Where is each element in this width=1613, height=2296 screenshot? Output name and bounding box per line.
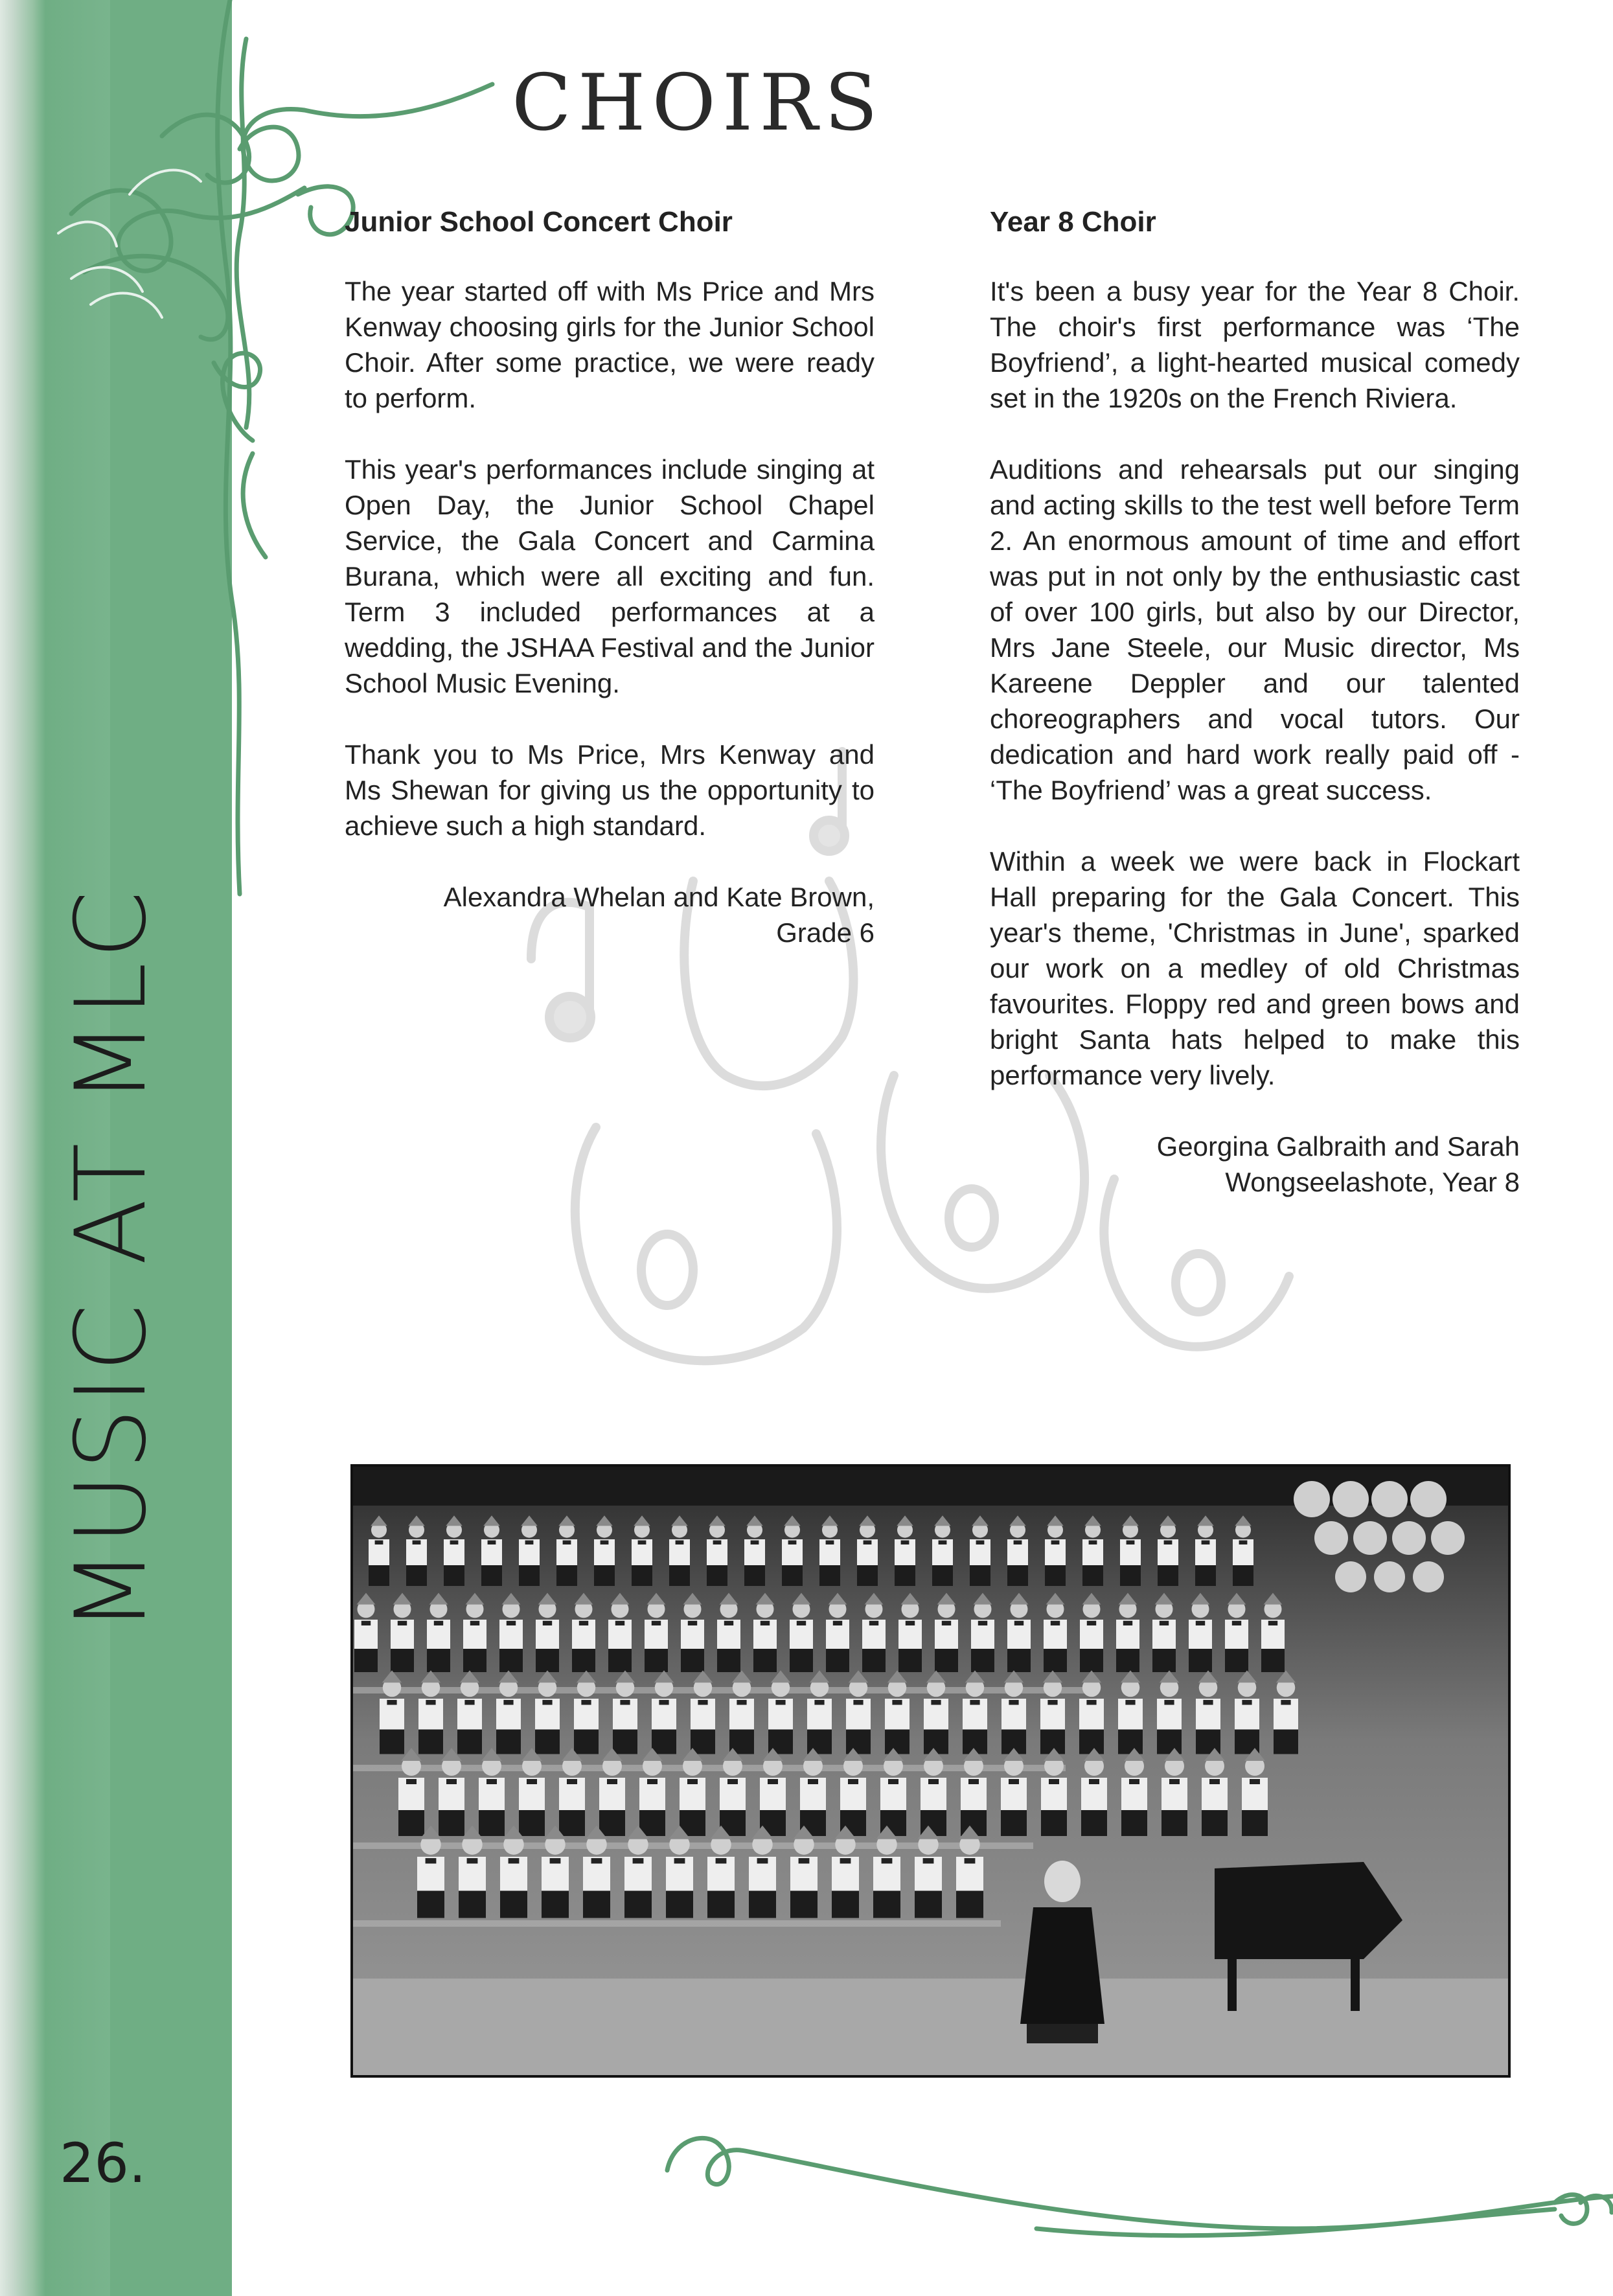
- article-paragraph: Auditions and rehearsals put our singing and acting skills to the test well before Term 2. An enormous amount of time and effort was put in not only by the enthusiastic cast of over 100 girls, but also by our Director, Mrs Jane Steele, our Music director, Ms Kareene Deppler and our talented choreographers and vocal tutors. Our dedication and hard work really paid off - ‘The Boyfriend’ was a great success.: [990, 454, 1520, 805]
- choir-photo-illustration: [353, 1467, 1508, 2075]
- article-paragraph: It's been a busy year for the Year 8 Choir. The choir's first performance was ‘The Boyfriend’, a light-hearted musical comedy set in the 1920s on the French Riviera.: [990, 276, 1520, 413]
- year8-choir-article: [990, 204, 1520, 1200]
- article-paragraph: The year started off with Ms Price and Mrs Kenway choosing girls for the Junior School Choir. After some practice, we were ready to perform.: [345, 276, 875, 413]
- year8-choir-heading: Year 8 Choir: [990, 206, 1156, 238]
- article-paragraph: Thank you to Ms Price, Mrs Kenway and Ms Shewan for giving us the opportunity to achieve such a high standard.: [345, 739, 875, 841]
- junior-choir-article: [345, 204, 875, 950]
- author-signature: Alexandra Whelan and Kate Brown,: [443, 882, 875, 912]
- side-title: MUSIC AT MLC: [55, 886, 168, 1633]
- page-number: 26.: [60, 2131, 146, 2195]
- author-signature-year: Wongseelashote, Year 8: [1225, 1167, 1520, 1197]
- article-paragraph: This year's performances include singing at Open Day, the Junior School Chapel Service, the Gala Concert and Carmina Burana, which were all exciting and fun. Term 3 included performances at a wedding, the JSHAA Festival and the Junior School Music Evening.: [345, 454, 875, 698]
- author-signature: Georgina Galbraith and Sarah: [1156, 1131, 1520, 1162]
- junior-choir-heading: Junior School Concert Choir: [345, 206, 733, 238]
- choir-photo: [350, 1464, 1511, 2078]
- author-signature-grade: Grade 6: [776, 917, 875, 948]
- section-title: CHOIRS: [512, 58, 884, 148]
- article-paragraph: Within a week we were back in Flockart Hall preparing for the Gala Concert. This year's theme, 'Christmas in June', sparked our work on a medley of old Christmas favourites. Floppy red and green bows and bright Santa hats helped to make this performance very lively.: [990, 846, 1520, 1090]
